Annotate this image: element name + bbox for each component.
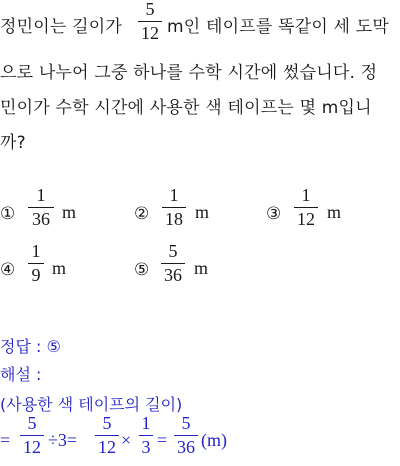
choice-3-denominator: 12 xyxy=(297,209,315,229)
choice-2-unit: m xyxy=(195,202,210,222)
fraction-bar xyxy=(162,207,186,208)
division-part: ÷3= xyxy=(48,430,78,450)
fraction-bar xyxy=(95,435,119,436)
explanation-parenthetical: (사용한 색 테이프의 길이) xyxy=(0,395,183,414)
fraction-bar xyxy=(139,435,153,436)
choice-3-mark: ③ xyxy=(266,204,282,224)
question-line-1b xyxy=(167,12,389,37)
fraction-numerator: 1 xyxy=(141,413,151,433)
unit-label: (m) xyxy=(201,430,227,450)
choice-2-denominator: 18 xyxy=(165,209,183,229)
choice-1-fraction xyxy=(28,186,54,228)
question-line1-b: m인 테이프를 똑같이 세 도막 xyxy=(167,17,390,37)
answer-label: 정답 : ⑤ xyxy=(0,337,61,356)
equation-fraction-1 xyxy=(20,414,44,456)
question-line-1 xyxy=(0,12,122,37)
fraction-numerator: 5 xyxy=(27,413,37,433)
choice-4-denominator: 9 xyxy=(31,265,41,285)
choice-3-numerator: 1 xyxy=(301,185,311,205)
choice-2-fraction xyxy=(162,186,186,228)
fraction-bar xyxy=(138,21,162,22)
fraction-denominator: 12 xyxy=(23,437,41,457)
choice-5-fraction xyxy=(161,242,185,284)
choice-1-mark: ① xyxy=(0,204,16,224)
choice-5-denominator: 36 xyxy=(164,265,182,285)
explanation-label: 해설 : xyxy=(0,365,42,384)
equals-sign: = xyxy=(0,430,11,450)
choice-1-numerator: 1 xyxy=(36,185,46,205)
choice-1-unit: m xyxy=(62,202,77,222)
choice-2-mark: ② xyxy=(134,204,150,224)
fraction-bar xyxy=(174,435,198,436)
fraction-denominator: 36 xyxy=(177,437,195,457)
question-line1-a: 정민이는 길이가 xyxy=(0,17,122,37)
equation-fraction-2 xyxy=(95,414,119,456)
fraction-bar xyxy=(161,263,185,264)
choice-5-unit: m xyxy=(194,258,209,278)
choice-1-denominator: 36 xyxy=(32,209,50,229)
fraction-denominator: 12 xyxy=(98,437,116,457)
fraction-bar xyxy=(294,207,318,208)
choice-4-mark: ④ xyxy=(0,260,16,280)
fraction-bar xyxy=(28,263,44,264)
fraction-numerator: 5 xyxy=(145,0,155,19)
fraction-bar xyxy=(28,207,54,208)
choice-5-mark: ⑤ xyxy=(134,260,150,280)
question-line-2: 으로 나누어 그중 하나를 수학 시간에 썼습니다. 정 xyxy=(0,63,378,83)
fraction-numerator: 5 xyxy=(181,413,191,433)
fraction-denominator: 12 xyxy=(141,23,159,43)
question-fraction xyxy=(138,0,162,42)
choice-4-numerator: 1 xyxy=(31,241,41,261)
equals-sign-2: = xyxy=(157,430,168,450)
choice-2-numerator: 1 xyxy=(169,185,179,205)
choice-5-numerator: 5 xyxy=(168,241,178,261)
choice-4-fraction xyxy=(28,242,44,284)
equation-fraction-3 xyxy=(139,414,153,456)
fraction-numerator: 5 xyxy=(102,413,112,433)
question-line-3: 민이가 수학 시간에 사용한 색 테이프는 몇 m입니 xyxy=(0,98,372,118)
equation-fraction-4 xyxy=(174,414,198,456)
choice-4-unit: m xyxy=(52,258,67,278)
fraction-bar xyxy=(20,435,44,436)
choice-3-fraction xyxy=(294,186,318,228)
question-line-4: 까? xyxy=(0,133,26,153)
times-sign: × xyxy=(121,430,132,450)
fraction-denominator: 3 xyxy=(141,437,151,457)
choice-3-unit: m xyxy=(327,202,342,222)
